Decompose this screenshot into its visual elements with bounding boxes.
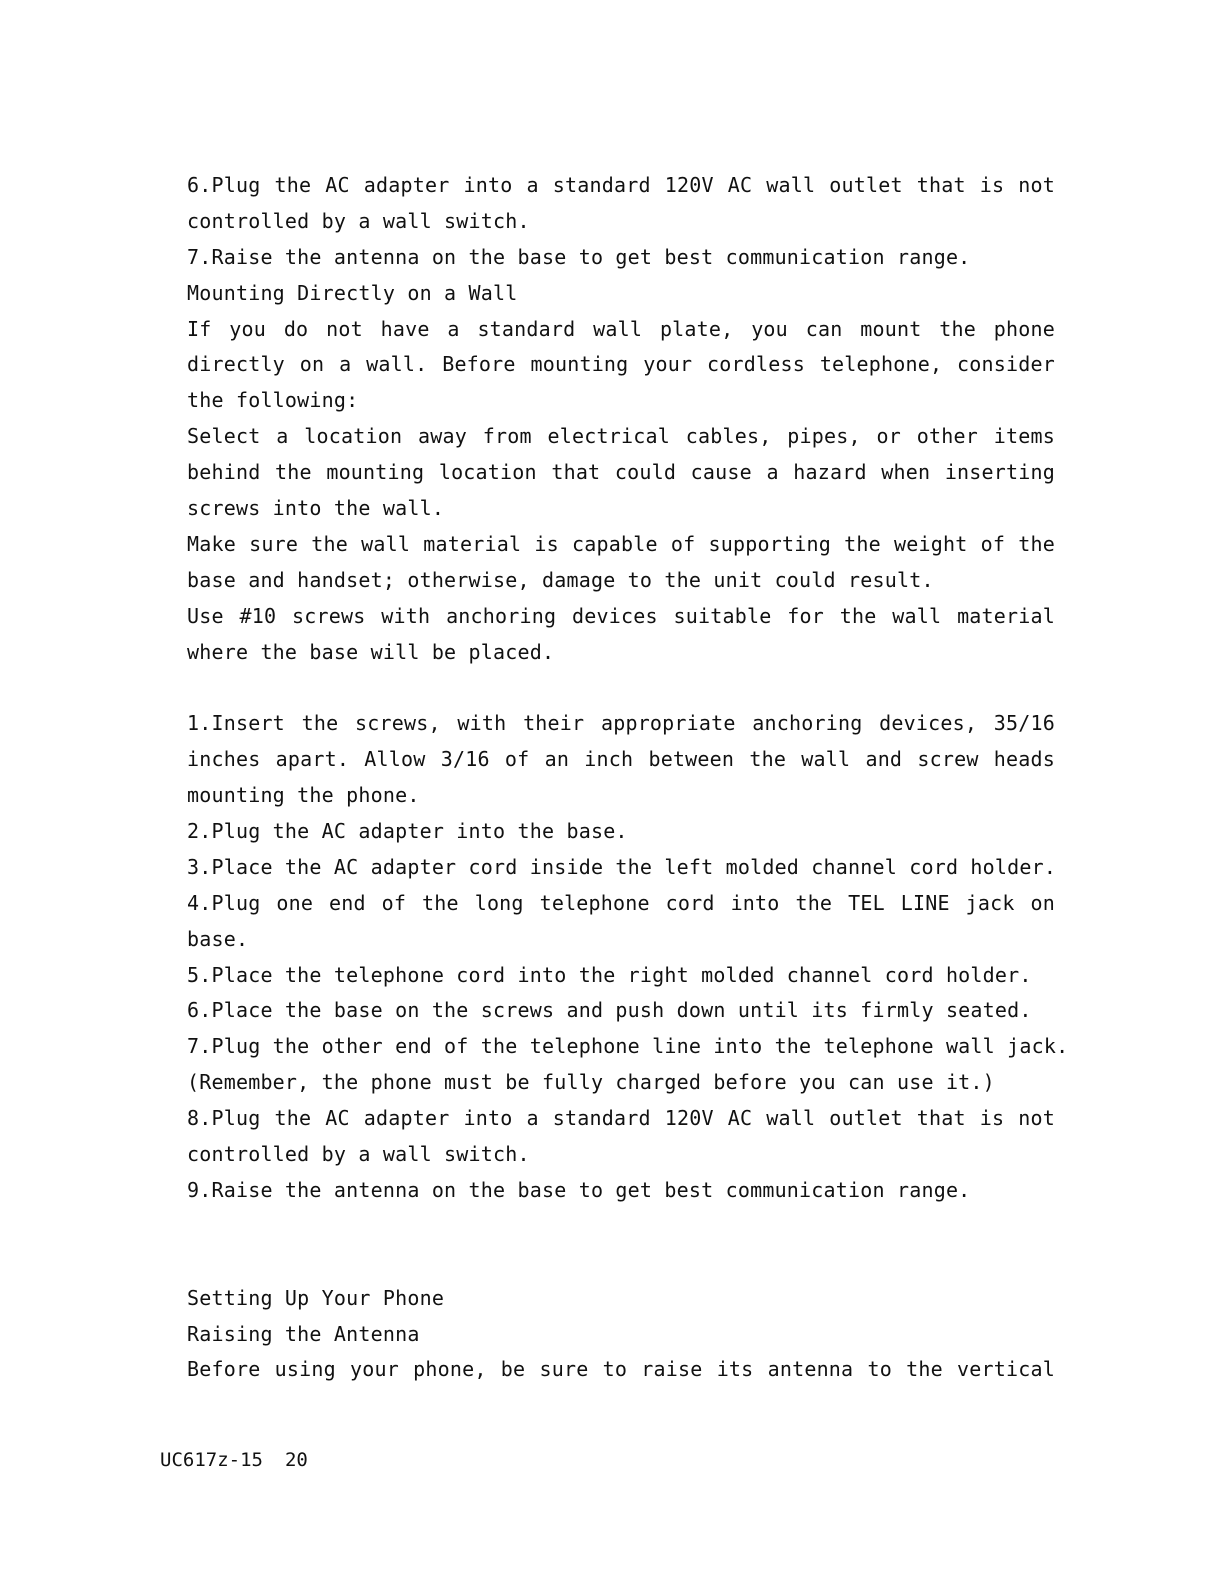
text-line: where the base will be placed. <box>187 639 555 664</box>
text-line: 3.Place the AC adapter cord inside the left molded channel cord holder. <box>187 854 1057 879</box>
text-line: Before using your phone, be sure to raise its antenna to the vertical <box>187 1357 1055 1382</box>
text-line: If you do not have a standard wall plate, you can mount the phone <box>187 316 1055 341</box>
text-line: 8.Plug the AC adapter into a standard 120V AC wall outlet that is not <box>187 1106 1055 1131</box>
page-number: 20 <box>284 1449 308 1471</box>
page-footer <box>160 1446 308 1474</box>
text-line: screws into the wall. <box>187 496 445 521</box>
text-line: behind the mounting location that could cause a hazard when inserting <box>187 460 1055 485</box>
text-line: Raising the Antenna <box>187 1321 420 1346</box>
wall-mounting-steps <box>187 706 1069 1208</box>
text-line: 6.Place the base on the screws and push down until its firmly seated. <box>187 998 1032 1023</box>
text-line: controlled by a wall switch. <box>187 1142 530 1167</box>
text-line: Setting Up Your Phone <box>187 1285 445 1310</box>
text-line: 6.Plug the AC adapter into a standard 120V AC wall outlet that is not <box>187 173 1055 197</box>
text-line: 7.Plug the other end of the telephone line into the telephone wall jack. <box>187 1034 1069 1059</box>
page-body <box>187 168 1069 1388</box>
text-line: 1.Insert the screws, with their appropriate anchoring devices, 35/16 <box>187 711 1055 736</box>
text-line: Select a location away from electrical cables, pipes, or other items <box>187 424 1055 449</box>
text-line: mounting the phone. <box>187 783 420 808</box>
text-line: Mounting Directly on a Wall <box>187 280 518 305</box>
text-line: the following: <box>187 388 359 413</box>
section-gap <box>187 1209 1055 1281</box>
text-line: inches apart. Allow 3/16 of an inch between the wall and screw heads <box>187 747 1055 772</box>
text-line: (Remember, the phone must be fully charged before you can use it.) <box>187 1070 995 1095</box>
model-number: UC617z-15 <box>160 1449 263 1471</box>
text-line: 7.Raise the antenna on the base to get best communication range. <box>187 244 971 269</box>
text-line: Use #10 screws with anchoring devices suitable for the wall material <box>187 603 1055 628</box>
paragraph-gap <box>187 670 1055 706</box>
setup-continued-section <box>187 168 1055 670</box>
text-line: Make sure the wall material is capable of supporting the weight of the <box>187 531 1055 556</box>
setting-up-phone-section <box>187 1281 1055 1389</box>
text-line: directly on a wall. Before mounting your cordless telephone, consider <box>187 352 1055 377</box>
text-line: base. <box>187 926 249 951</box>
text-line: 4.Plug one end of the long telephone cord into the TEL LINE jack on <box>187 890 1055 915</box>
text-line: 5.Place the telephone cord into the right molded channel cord holder. <box>187 962 1032 987</box>
text-line: controlled by a wall switch. <box>187 208 530 233</box>
text-line: base and handset; otherwise, damage to the unit could result. <box>187 567 934 592</box>
text-line: 2.Plug the AC adapter into the base. <box>187 819 628 844</box>
text-line: 9.Raise the antenna on the base to get best communication range. <box>187 1177 971 1202</box>
